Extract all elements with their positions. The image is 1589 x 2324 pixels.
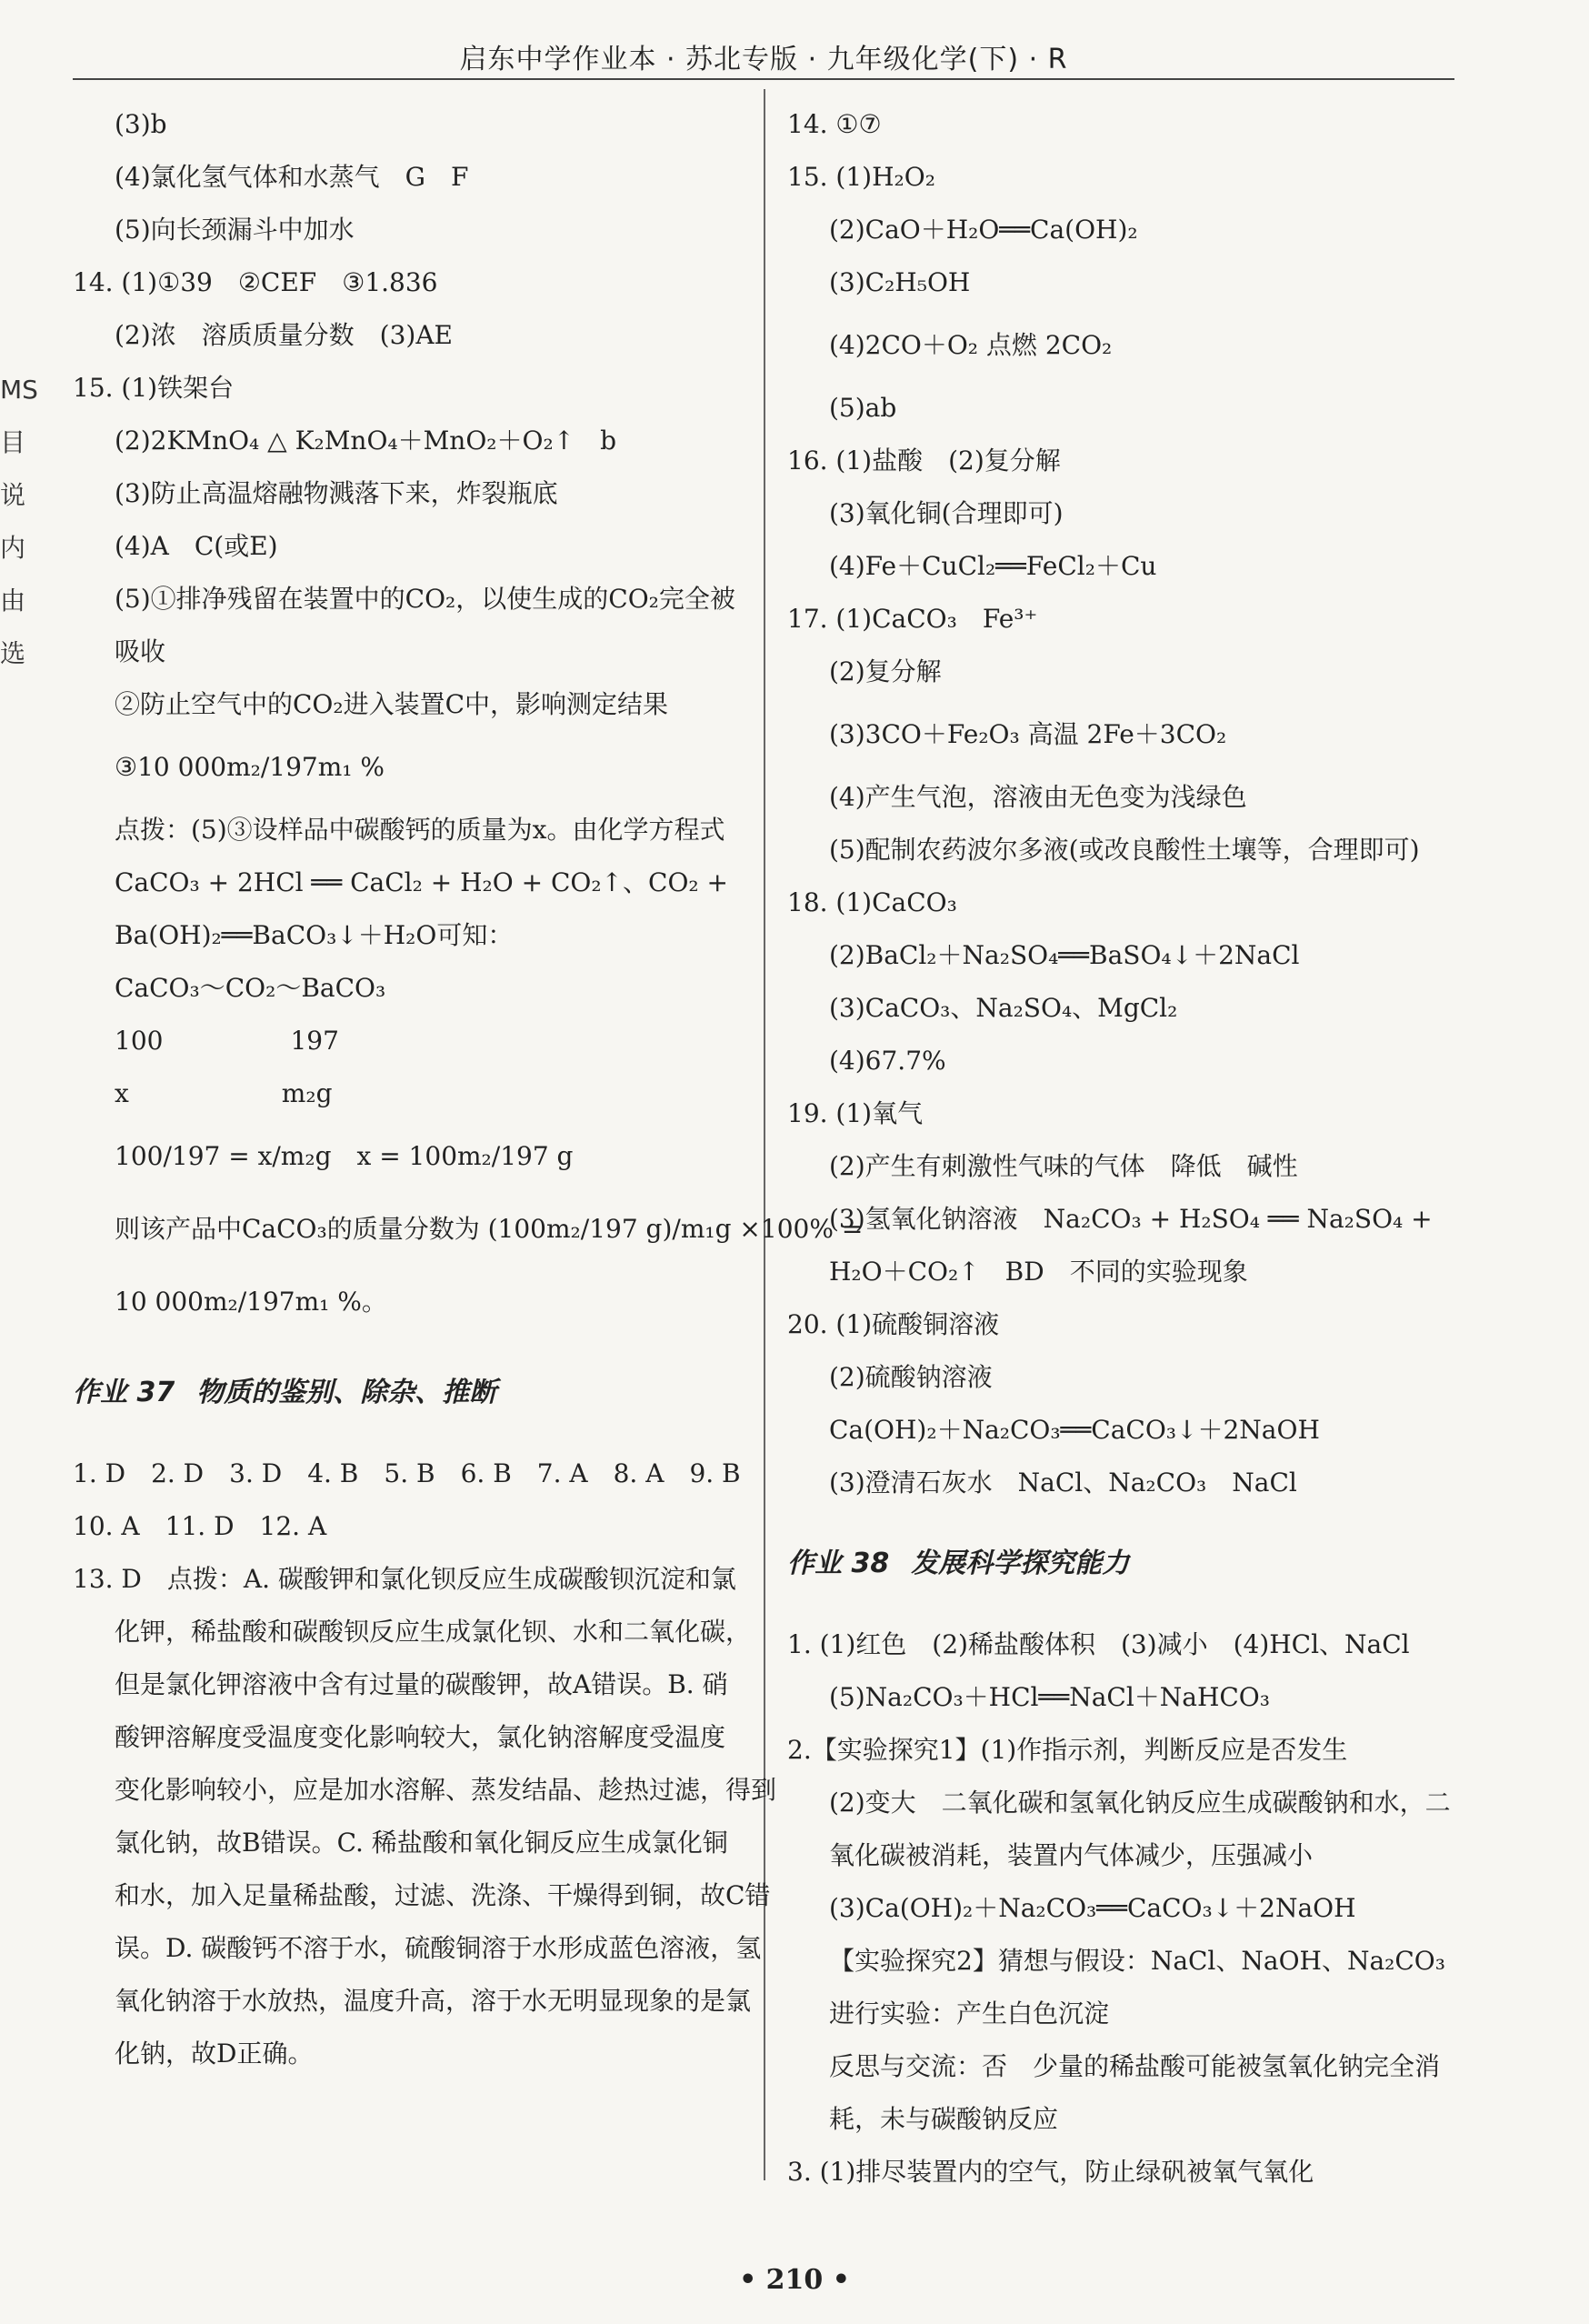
answer-line: 13. D 点拨：A. 碳酸钾和氯化钡反应生成碳酸钡沉淀和氯 [73, 1564, 736, 1594]
header-rule [73, 78, 1454, 80]
answer-line: 酸钾溶解度受温度变化影响较大，氯化钠溶解度受温度 [115, 1722, 726, 1752]
answer-line: (5)向长颈漏斗中加水 [115, 215, 355, 245]
section-37-title: 物质的鉴别、除杂、推断 [196, 1377, 497, 1408]
answer-line: 【实验探究2】猜想与假设：NaCl、NaOH、Na₂CO₃ [829, 1946, 1445, 1976]
section-38-number: 作业 38 [787, 1548, 890, 1579]
answer-line: 3. (1)排尽装置内的空气，防止绿矾被氧气氧化 [787, 2157, 1314, 2187]
answer-line: x m₂g [115, 1078, 333, 1108]
answer-line: Ca(OH)₂＋Na₂CO₃══CaCO₃↓＋2NaOH [829, 1415, 1320, 1445]
margin-fragment: 目 [0, 427, 26, 457]
answer-line: 误。D. 碳酸钙不溶于水，硫酸铜溶于水形成蓝色溶液，氢 [115, 1933, 762, 1963]
answer-line: ③10 000m₂/197m₁ % [115, 752, 385, 782]
answer-line: (3)Ca(OH)₂＋Na₂CO₃══CaCO₃↓＋2NaOH [829, 1893, 1356, 1923]
answer-line: (2)浓 溶质质量分数 (3)AE [115, 320, 453, 350]
answer-line: Ba(OH)₂══BaCO₃↓＋H₂O可知： [115, 920, 514, 950]
answer-line: 2.【实验探究1】(1)作指示剂，判断反应是否发生 [787, 1735, 1348, 1765]
answer-line: 氧化钠溶于水放热，温度升高，溶于水无明显现象的是氯 [115, 1986, 752, 2016]
answer-line: 化钾，稀盐酸和碳酸钡反应生成氯化钡、水和二氧化碳， [115, 1617, 752, 1647]
answer-line: (2)2KMnO₄ △ K₂MnO₄＋MnO₂＋O₂↑ b [115, 426, 617, 456]
answer-line: 吸收 [115, 636, 166, 666]
answer-line: (4)产生气泡，溶液由无色变为浅绿色 [829, 782, 1247, 812]
answer-line: 10. A 11. D 12. A [73, 1511, 327, 1541]
answer-line: (4)2CO＋O₂ 点燃 2CO₂ [829, 330, 1113, 360]
answer-line: (5)①排净残留在装置中的CO₂，以使生成的CO₂完全被 [115, 584, 735, 614]
answer-line: 17. (1)CaCO₃ Fe³⁺ [787, 604, 1038, 634]
answer-line: 氯化钠，故B错误。C. 稀盐酸和氧化铜反应生成氯化铜 [115, 1828, 728, 1858]
answer-line: 14. ①⑦ [787, 109, 882, 139]
margin-fragment: 由 [0, 586, 26, 616]
answer-line: (2)产生有刺激性气味的气体 降低 碱性 [829, 1151, 1298, 1181]
column-divider [764, 89, 765, 2180]
answer-line: 19. (1)氧气 [787, 1098, 924, 1128]
answer-line: 18. (1)CaCO₃ [787, 887, 957, 917]
answer-line: (4)氯化氢气体和水蒸气 G F [115, 162, 469, 192]
margin-fragment: 说 [0, 480, 26, 510]
answer-line: 100 197 [115, 1026, 339, 1056]
answer-line: 14. (1)①39 ②CEF ③1.836 [73, 267, 438, 297]
answer-line: 耗，未与碳酸钠反应 [829, 2104, 1059, 2134]
answer-line: 15. (1)H₂O₂ [787, 162, 935, 192]
answer-line: 变化影响较小，应是加水溶解、蒸发结晶、趁热过滤，得到 [115, 1775, 777, 1805]
answer-line: (2)BaCl₂＋Na₂SO₄══BaSO₄↓＋2NaCl [829, 940, 1300, 970]
answer-line: (3)澄清石灰水 NaCl、Na₂CO₃ NaCl [829, 1468, 1297, 1498]
answer-line: 则该产品中CaCO₃的质量分数为 (100m₂/197 g)/m₁g ×100% = [115, 1214, 864, 1244]
answer-line: 15. (1)铁架台 [73, 373, 235, 403]
answer-line: (3)CaCO₃、Na₂SO₄、MgCl₂ [829, 993, 1178, 1023]
answer-line: (3)氧化铜(合理即可) [829, 498, 1064, 528]
answer-line: (4)67.7% [829, 1046, 946, 1076]
answer-line: (5)ab [829, 393, 897, 423]
answer-line: 20. (1)硫酸铜溶液 [787, 1309, 1000, 1339]
answer-line: ②防止空气中的CO₂进入装置C中，影响测定结果 [115, 689, 669, 719]
margin-fragment: 内 [0, 533, 26, 563]
answer-line: (3)氢氧化钠溶液 Na₂CO₃ + H₂SO₄ ══ Na₂SO₄ + [829, 1204, 1433, 1234]
answer-line: (2)硫酸钠溶液 [829, 1362, 993, 1392]
answer-line: 1. (1)红色 (2)稀盐酸体积 (3)减小 (4)HCl、NaCl [787, 1629, 1410, 1659]
answer-line: (2)变大 二氧化碳和氢氧化钠反应生成碳酸钠和水，二 [829, 1788, 1451, 1818]
answer-line: H₂O＋CO₂↑ BD 不同的实验现象 [829, 1257, 1248, 1287]
answer-line: CaCO₃ + 2HCl ══ CaCl₂ + H₂O + CO₂↑、CO₂ + [115, 867, 728, 897]
answer-line: 氧化碳被消耗，装置内气体减少，压强减小 [829, 1840, 1314, 1870]
answer-line: 反思与交流：否 少量的稀盐酸可能被氢氧化钠完全消 [829, 2051, 1441, 2081]
right-column [787, 98, 1460, 2199]
answer-line: (2)复分解 [829, 656, 942, 686]
section-37-heading [73, 1338, 745, 1447]
answer-line: 100/197 = x/m₂g x = 100m₂/197 g [115, 1141, 574, 1171]
answer-line: (3)防止高温熔融物溅落下来，炸裂瓶底 [115, 478, 558, 508]
margin-fragment: MS [0, 375, 38, 405]
answer-line: CaCO₃～CO₂～BaCO₃ [115, 973, 386, 1003]
answer-line: 进行实验：产生白色沉淀 [829, 1998, 1110, 2028]
page-number: • 210 • [739, 2264, 850, 2296]
answer-line: (4)A C(或E) [115, 531, 278, 561]
answer-line: (4)Fe＋CuCl₂══FeCl₂＋Cu [829, 551, 1157, 581]
answer-line: 点拨：(5)③设样品中碳酸钙的质量为x。由化学方程式 [115, 815, 725, 845]
answer-line: (3)b [115, 109, 167, 139]
answer-line: 化钠，故D正确。 [115, 2039, 314, 2069]
section-38-title: 发展科学探究能力 [911, 1548, 1130, 1579]
answer-line: (5)Na₂CO₃＋HCl══NaCl＋NaHCO₃ [829, 1682, 1270, 1712]
answer-line: 10 000m₂/197m₁ %。 [115, 1287, 387, 1317]
page-header: 启东中学作业本 · 苏北专版 · 九年级化学(下) · R [459, 44, 1068, 75]
answer-line: 和水，加入足量稀盐酸，过滤、洗涤、干燥得到铜，故C错 [115, 1880, 771, 1910]
answer-line: (2)CaO＋H₂O══Ca(OH)₂ [829, 215, 1138, 245]
margin-strip [0, 364, 38, 680]
answer-line: 但是氯化钾溶液中含有过量的碳酸钾，故A错误。B. 硝 [115, 1669, 728, 1699]
answer-line: (3)C₂H₅OH [829, 267, 971, 297]
section-37-number: 作业 37 [73, 1377, 175, 1408]
answer-line: (3)3CO＋Fe₂O₃ 高温 2Fe＋3CO₂ [829, 719, 1227, 749]
answer-line: 16. (1)盐酸 (2)复分解 [787, 446, 1061, 476]
margin-fragment: 选 [0, 638, 26, 668]
answer-line: 1. D 2. D 3. D 4. B 5. B 6. B 7. A 8. A 9. B [73, 1458, 741, 1488]
section-38-heading [787, 1509, 1460, 1618]
answer-line: (5)配制农药波尔多液(或改良酸性土壤等，合理即可) [829, 835, 1420, 865]
